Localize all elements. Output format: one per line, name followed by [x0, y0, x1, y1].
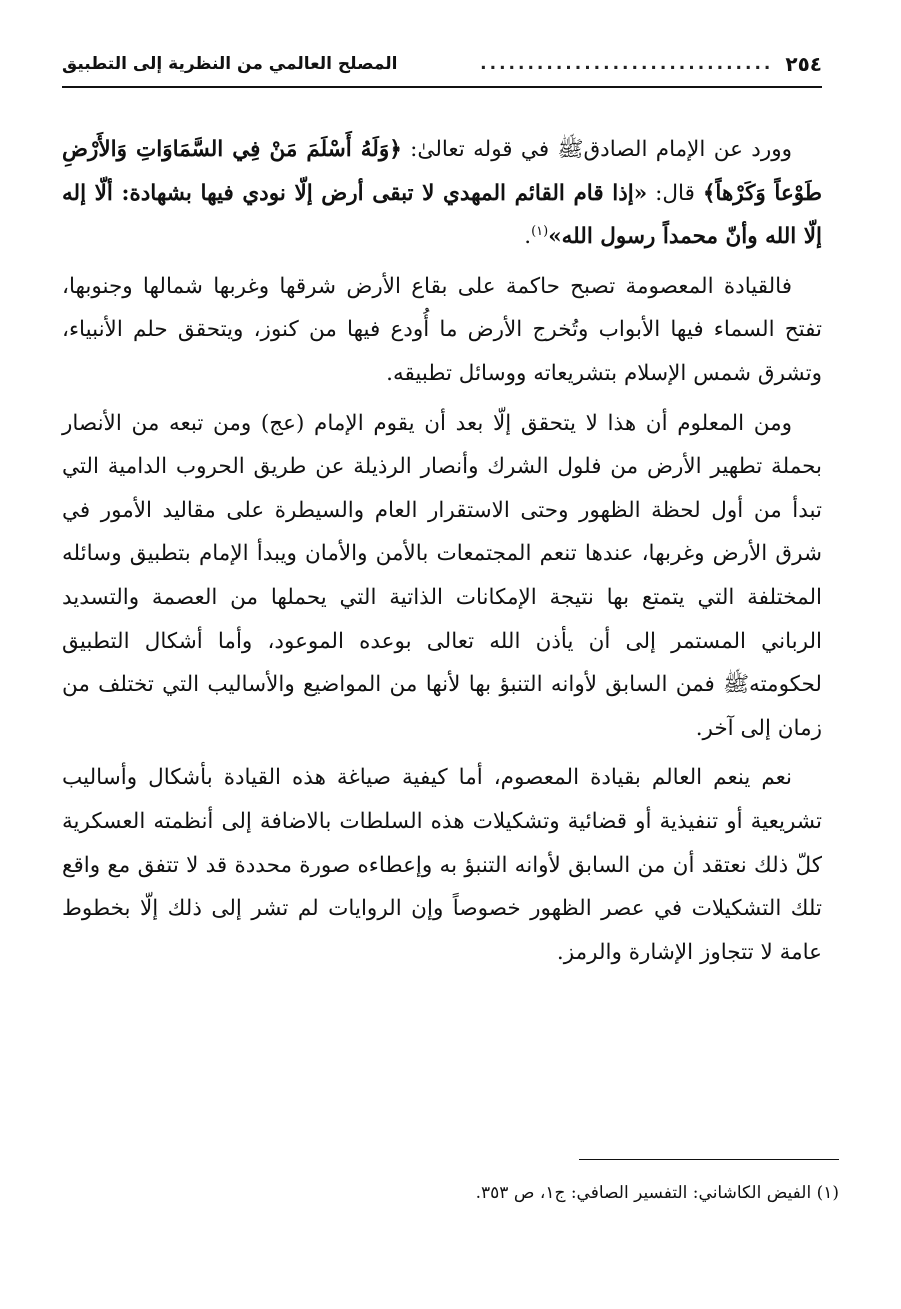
paragraph-3: ومن المعلوم أن هذا لا يتحقق إلّا بعد أن يقوم الإمام (عج) ومن تبعه من الأنصار بحملة تطهير الأرض من فلول الشرك وأنصار الرذيلة عن طريق الحروب الدامية التي تبدأ من أول لحظة الظهور وحتى الاستقرار العام والسيطرة على مقاليد الأمور في شرق الأرض وغربها، عندها تنعم المجتمعات بالأمن والأمان ويبدأ الإمام بتطبيق وسائله المختلفة التي يتمتع بها نتيجة الإمكانات الذاتية التي يحملها من العصمة والتسديد الرباني المستمر إلى أن يأذن الله تعالى بوعده الموعود، وأما أشكال التطبيق لحكومتهﷺ فمن السابق لأوانه التنبؤ بها لأنها من المواضيع والأساليب التي تختلف من زمان إلى آخر.	[62, 410, 822, 741]
paragraph-1-end: .	[524, 224, 532, 250]
page-number: ٢٥٤	[785, 52, 822, 76]
paragraph-1-intro: وورد عن الإمام الصادقﷺ في قوله تعالىٰ:	[401, 137, 792, 162]
paragraph-1	[62, 128, 822, 259]
paragraph-2: فالقيادة المعصومة تصبح حاكمة على بقاع الأرض شرقها وغربها شمالها وجنوبها، تفتح السماء فيها الأبواب وتُخرج الأرض ما أُودع فيها من كنوز، ويتحقق حلم الأنبياء، وتشرق شمس الإسلام بتشريعاته ووسائل تطبيقه.	[62, 273, 822, 386]
footnote: (١) الفيض الكاشاني: التفسير الصافي: ج١، ص ٣٥٣.	[475, 1183, 839, 1203]
running-head	[62, 48, 822, 80]
book-page	[62, 48, 822, 978]
paragraph-1-said: قال:	[647, 180, 703, 206]
footnote-reference: (١)	[531, 224, 549, 240]
header-rule	[62, 86, 822, 88]
paragraph-4: نعم ينعم العالم بقيادة المعصوم، أما كيفية صياغة هذه القيادة بأشكال وأساليب تشريعية أو تنفيذية أو قضائية وتشكيلات هذه السلطات بالاضافة إلى أنظمته العسكرية كلّ ذلك نعتقد أن من السابق لأوانه التنبؤ به وإعطاءه صورة محددة قد لا تتفق مع واقع تلك التشكيلات في عصر الظهور خصوصاً وإن الروايات لم تشر إلى ذلك إلّا بخطوط عامة لا تتجاوز الإشارة والرمز.	[62, 765, 822, 965]
quran-verse: ﴿وَلَهُ أَسْلَمَ مَنْ فِي السَّمَاوَاتِ وَالأَرْضِ طَوْعاً وَكَرْهاً﴾	[62, 137, 822, 206]
running-title: المصلح العالمي من النظرية إلى التطبيق	[62, 54, 398, 74]
footnote-rule	[579, 1159, 839, 1160]
body-text	[62, 128, 822, 974]
dot-leader: ...............................	[480, 54, 774, 74]
hadith-quote: «إذا قام القائم المهدي لا تبقى أرض إلّا نودي فيها بشهادة: ألّا إله إلّا الله وأنّ محمداً رسول الله»	[62, 180, 822, 250]
